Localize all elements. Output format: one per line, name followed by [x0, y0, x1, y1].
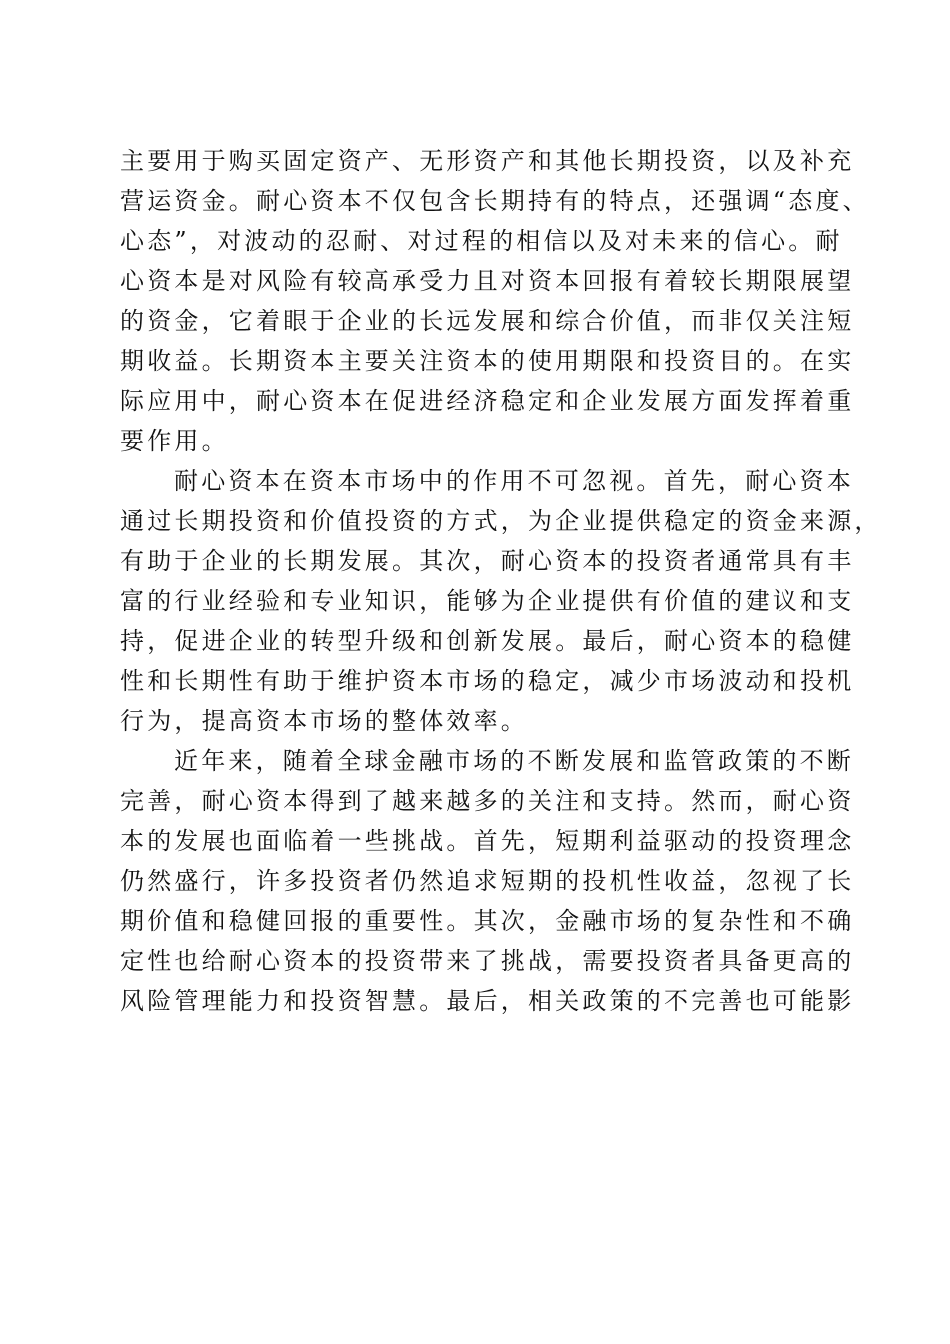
text-line: 定性也给耐心资本的投资带来了挑战，需要投资者具备更高的: [120, 947, 855, 975]
paragraph-1: [120, 141, 870, 461]
text-line: 通过长期投资和价值投资的方式，为企业提供稳定的资金来源，: [120, 507, 882, 535]
text-line: 的资金，它着眼于企业的长远发展和综合价值，而非仅关注短: [120, 307, 855, 335]
text-line: 持，促进企业的转型升级和创新发展。最后，耐心资本的稳健: [120, 627, 855, 655]
text-line: 本的发展也面临着一些挑战。首先，短期利益驱动的投资理念: [120, 827, 855, 855]
text-line: 期价值和稳健回报的重要性。其次，金融市场的复杂性和不确: [120, 907, 855, 935]
paragraph-3: [120, 741, 855, 1021]
text-line: 仍然盛行，许多投资者仍然追求短期的投机性收益，忽视了长: [120, 867, 855, 895]
text-line: 近年来，随着全球金融市场的不断发展和监管政策的不断: [174, 747, 854, 775]
text-line: 际应用中，耐心资本在促进经济稳定和企业发展方面发挥着重: [120, 387, 855, 415]
paragraph-2: [120, 461, 882, 741]
text-line: 性和长期性有助于维护资本市场的稳定，减少市场波动和投机: [120, 667, 855, 695]
text-line: 心资本是对风险有较高承受力且对资本回报有着较长期限展望: [120, 267, 855, 295]
text-line: 心态”，对波动的忍耐、对过程的相信以及对未来的信心。耐: [120, 227, 843, 255]
body-text: [120, 141, 882, 1021]
text-line: 风险管理能力和投资智慧。最后，相关政策的不完善也可能影: [120, 987, 855, 1015]
text-line: 营运资金。耐心资本不仅包含长期持有的特点，还强调“态度、: [120, 187, 870, 215]
text-line: 富的行业经验和专业知识，能够为企业提供有价值的建议和支: [120, 587, 855, 615]
text-line: 期收益。长期资本主要关注资本的使用期限和投资目的。在实: [120, 347, 855, 375]
text-line: 要作用。: [120, 427, 229, 455]
text-line: 行为，提高资本市场的整体效率。: [120, 707, 528, 735]
text-line: 完善，耐心资本得到了越来越多的关注和支持。然而，耐心资: [120, 787, 855, 815]
text-line: 耐心资本在资本市场中的作用不可忽视。首先，耐心资本: [174, 467, 854, 495]
text-line: 主要用于购买固定资产、无形资产和其他长期投资，以及补充: [120, 147, 855, 175]
text-line: 有助于企业的长期发展。其次，耐心资本的投资者通常具有丰: [120, 547, 855, 575]
